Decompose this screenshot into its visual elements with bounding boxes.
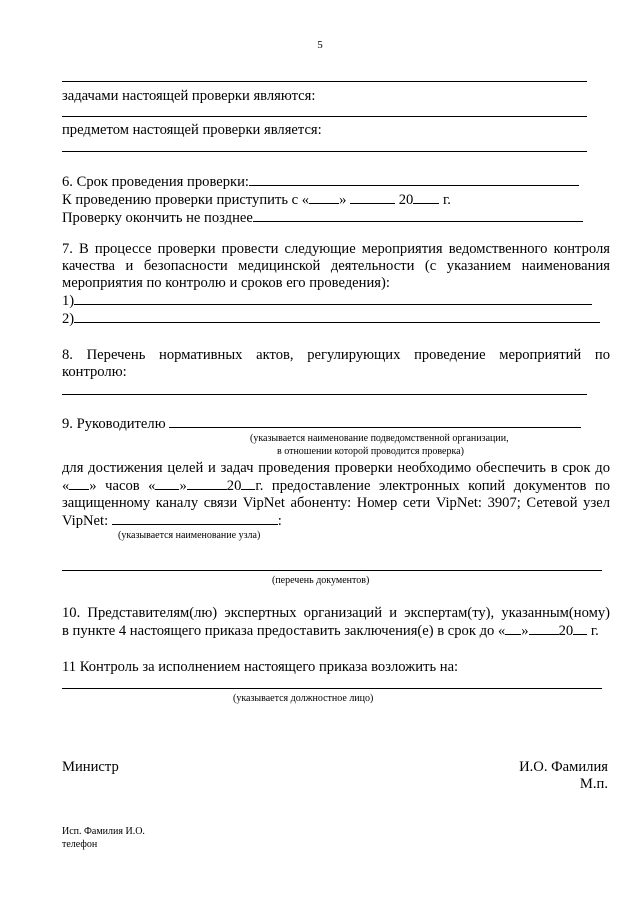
rule xyxy=(62,116,587,117)
s11-title: 11 Контроль за исполнением настоящего приказа возложить на: xyxy=(62,659,459,675)
s11-note: (указывается должностное лицо) xyxy=(233,693,374,704)
year-prefix: 20 xyxy=(558,623,574,639)
s7-item2 xyxy=(62,310,610,328)
s9-note-org1: (указывается наименование подведомственной организации, xyxy=(250,433,509,444)
s6-start-row xyxy=(62,191,602,209)
vipnet-label: VipNet: xyxy=(62,513,109,529)
s10-line2 xyxy=(62,622,610,640)
hours-text: » часов « xyxy=(89,478,156,494)
s6-end-row xyxy=(62,209,602,227)
s7-item1 xyxy=(62,292,610,310)
quote-close: » xyxy=(179,478,187,494)
rule xyxy=(62,151,587,152)
colon: : xyxy=(277,513,282,529)
s6-title: 6. Срок проведения проверки: xyxy=(62,174,249,190)
subject-label: предметом настоящей проверки является: xyxy=(62,122,322,138)
year-prefix: 20 xyxy=(226,478,242,494)
s9-line1: для достижения целей и задач проведения проверки необходимо обеспечить в срок до xyxy=(62,460,610,476)
s6-end-text: Проверку окончить не позднее xyxy=(62,210,253,226)
s9-line2-rest: г. предоставление электронных копий документов по xyxy=(255,478,610,494)
page-number: 5 xyxy=(317,39,323,51)
rule xyxy=(62,81,587,82)
executor: Исп. Фамилия И.О. xyxy=(62,826,145,837)
section-6 xyxy=(62,173,602,227)
s9-title-text: 9. Руководителю xyxy=(62,416,166,432)
s8-line2: контролю: xyxy=(62,364,127,380)
signature-name: И.О. Фамилия xyxy=(519,759,608,775)
executor-phone: телефон xyxy=(62,839,98,850)
s9-line3: защищенному каналу связи VipNet абоненту: Номер сети VipNet: 3907; Сетевой узел xyxy=(62,495,610,511)
s9-line4 xyxy=(62,512,610,530)
s9-line2 xyxy=(62,477,610,495)
signature-stamp: М.п. xyxy=(579,776,608,792)
s9-body xyxy=(62,460,610,530)
s10-line2-text: в пункте 4 настоящего приказа предоставить заключения(е) в срок до « xyxy=(62,623,506,639)
s7-line1: 7. В процессе проверки провести следующие мероприятия ведомственного контроля xyxy=(62,241,610,257)
rule xyxy=(62,688,602,689)
quote-open: « xyxy=(62,478,70,494)
signature-position: Министр xyxy=(62,759,119,775)
s9-title xyxy=(62,415,581,433)
s6-start-text: К проведению проверки приступить с « xyxy=(62,192,310,208)
s6-title-row xyxy=(62,173,602,191)
s9-note-org2: в отношении которой проводится проверка) xyxy=(277,446,464,457)
rule xyxy=(62,570,602,571)
s9-note-docs: (перечень документов) xyxy=(272,575,370,586)
year-suffix: г. xyxy=(590,623,599,639)
section-10 xyxy=(62,605,610,640)
year-suffix: г. xyxy=(442,192,451,208)
s8-line1: 8. Перечень нормативных актов, регулирующих проведение мероприятий по xyxy=(62,347,610,363)
quote-close: » xyxy=(339,192,347,208)
year-prefix: 20 xyxy=(398,192,414,208)
section-8 xyxy=(62,347,610,381)
tasks-label: задачами настоящей проверки являются: xyxy=(62,88,316,104)
s7-line3: мероприятия по контролю и сроков его проведения): xyxy=(62,275,390,291)
quote-close: » xyxy=(521,623,529,639)
section-7 xyxy=(62,241,610,328)
item-number: 1) xyxy=(62,293,75,309)
s7-line2: качества и безопасности медицинской деятельности (с указанием наименования xyxy=(62,258,610,274)
rule xyxy=(62,394,587,395)
s10-line1: 10. Представителям(лю) экспертных организаций и экспертам(ту), указанным(ному) xyxy=(62,605,610,621)
item-number: 2) xyxy=(62,311,75,327)
s9-note-node: (указывается наименование узла) xyxy=(118,530,261,541)
